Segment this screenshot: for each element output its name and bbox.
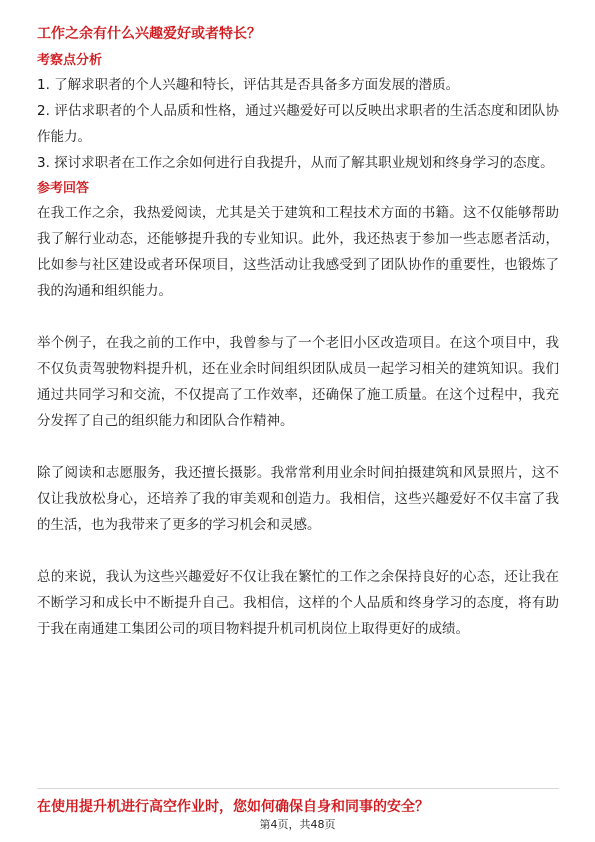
answer-paragraph: 总的来说，我认为这些兴趣爱好不仅让我在繁忙的工作之余保持良好的心态，还让我在不断学习和成长中不断提升自己。我相信，这样的个人品质和终身学习的态度，将有助于我在南通建工集团公司的项目物料提升机司机岗位上取得更好的成绩。 — [37, 569, 559, 637]
answer-paragraph: 在我工作之余，我热爱阅读，尤其是关于建筑和工程技术方面的书籍。这不仅能够帮助我了解行业动态，还能够提升我的专业知识。此外，我还热衷于参加一些志愿者活动，比如参与社区建设或者环保项目，这些活动让我感受到了团队协作的重要性，也锻炼了我的沟通和组织能力。 — [37, 205, 559, 299]
analysis-item: 3. 探讨求职者在工作之余如何进行自我提升，从而了解其职业规划和终身学习的态度。 — [37, 155, 554, 171]
next-question-title: 在使用提升机进行高空作业时，您如何确保自身和同事的安全？ — [37, 799, 429, 815]
answer-section — [37, 180, 559, 642]
page-content — [37, 24, 559, 642]
answer-heading: 参考回答 — [37, 181, 90, 196]
analysis-list — [37, 72, 559, 176]
analysis-item: 1. 了解求职者的个人兴趣和特长，评估其是否具备多方面发展的潜质。 — [37, 77, 460, 93]
question-title: 工作之余有什么兴趣爱好或者特长？ — [37, 26, 261, 42]
section-divider — [37, 788, 559, 789]
answer-paragraph: 举个例子，在我之前的工作中，我曾参与了一个老旧小区改造项目。在这个项目中，我不仅负责驾驶物料提升机，还在业余时间组织团队成员一起学习相关的建筑知识。我们通过共同学习和交流，不仅提高了工作效率，还确保了施工质量。在这个过程中，我充分发挥了自己的组织能力和团队合作精神。 — [37, 335, 559, 429]
analysis-item: 2. 评估求职者的个人品质和性格，通过兴趣爱好可以反映出求职者的生活态度和团队协作能力。 — [37, 103, 559, 145]
answer-paragraph: 除了阅读和志愿服务，我还擅长摄影。我常常利用业余时间拍摄建筑和风景照片，这不仅让我放松身心，还培养了我的审美观和创造力。我相信，这些兴趣爱好不仅丰富了我的生活，也为我带来了更多的学习机会和灵感。 — [37, 465, 559, 533]
analysis-heading: 考察点分析 — [37, 53, 103, 68]
page-footer: 第4页，共48页 — [259, 818, 336, 831]
